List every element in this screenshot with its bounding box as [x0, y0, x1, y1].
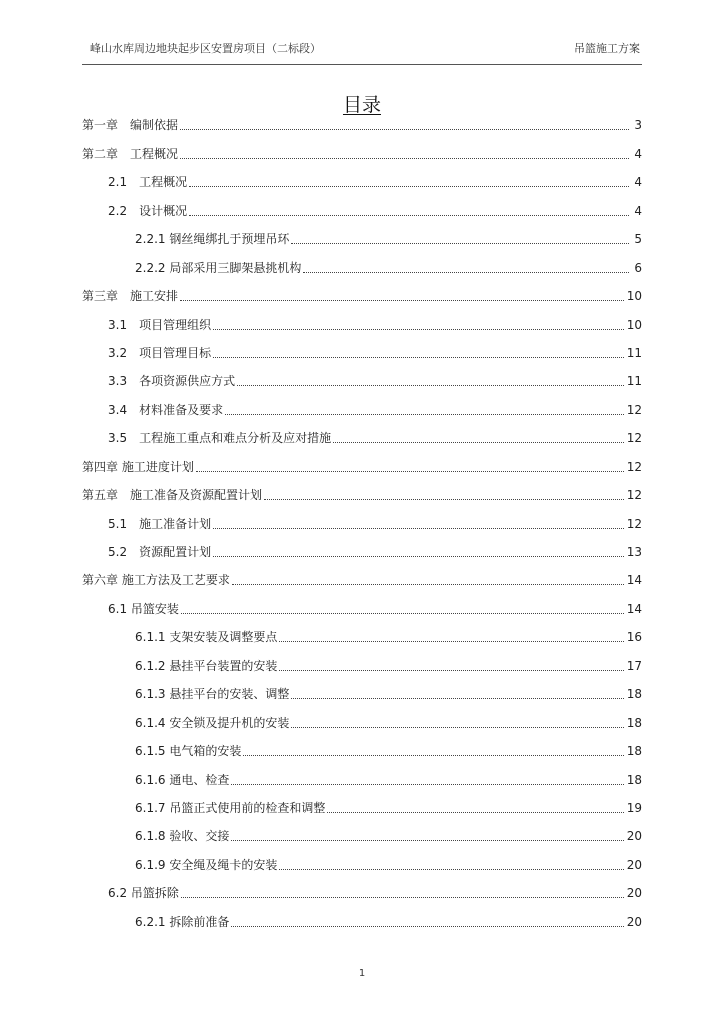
toc-entry[interactable]	[82, 479, 642, 507]
toc-entry-number: 3.1	[108, 317, 140, 332]
toc-dot-leader	[264, 499, 624, 500]
toc-entry-label: 资源配置计划	[139, 545, 212, 559]
toc-entry-label: 验收、交接	[169, 829, 230, 844]
toc-entry[interactable]	[82, 678, 642, 706]
toc-entry[interactable]	[82, 507, 642, 535]
toc-entry-number: 6.1.8	[135, 829, 170, 844]
toc-entry-label: 各项资源供应方式	[139, 374, 236, 389]
toc-entry-label: 通电、检查	[169, 772, 230, 787]
toc-entry-page: 5	[634, 232, 642, 247]
toc-dot-leader	[279, 869, 623, 870]
toc-entry-page: 20	[626, 857, 642, 872]
toc-entry-label: 设计概况	[139, 203, 188, 218]
toc-dot-leader	[181, 613, 624, 614]
toc-entry-number: 6.1.6	[135, 772, 170, 787]
toc-dot-leader	[231, 926, 623, 927]
toc-entry-number: 第一章	[82, 118, 131, 133]
toc-entry-label: 材料准备及要求	[139, 402, 224, 417]
toc-entry[interactable]	[82, 792, 642, 820]
toc-entry-page: 4	[634, 203, 642, 218]
toc-dot-leader	[333, 442, 624, 443]
toc-dot-leader	[303, 272, 629, 273]
toc-entry-number: 6.1.5	[135, 744, 170, 759]
toc-entry[interactable]	[82, 735, 642, 763]
toc-dot-leader	[213, 556, 624, 557]
toc-entry[interactable]	[82, 194, 642, 222]
toc-entry-page: 12	[626, 488, 642, 503]
toc-entry-number: 6.1.1	[135, 630, 170, 645]
toc-entry-label: 钢丝绳绑扎于预埋吊环	[169, 232, 290, 247]
toc-entry[interactable]	[82, 763, 642, 791]
toc-entry-number: 3.2	[108, 345, 140, 360]
toc-entry[interactable]	[82, 621, 642, 649]
toc-entry-page: 4	[634, 175, 642, 190]
toc-entry-number: 第五章	[82, 488, 131, 503]
toc-entry-page: 4	[634, 146, 642, 161]
toc-entry-label: 施工准备计划	[139, 516, 212, 531]
toc-entry-label: 施工方法及工艺要求	[121, 573, 230, 588]
toc-entry-number: 6.1.3	[135, 687, 170, 702]
toc-entry-label: 项目管理目标	[139, 345, 212, 360]
toc-entry[interactable]	[82, 905, 642, 933]
toc-entry-number: 2.2	[108, 203, 140, 218]
toc-entry[interactable]	[82, 251, 642, 279]
toc-dot-leader	[213, 528, 624, 529]
toc-entry-label: 吊篮正式使用前的检查和调整	[169, 800, 326, 815]
toc-entry-number: 6.2.1	[135, 914, 170, 929]
toc-entry-number: 2.2.2	[135, 260, 170, 275]
toc-entry-number: 2.1	[108, 175, 140, 190]
toc-entry[interactable]	[82, 422, 642, 450]
toc-dot-leader	[279, 641, 623, 642]
toc-entry-number: 第四章	[82, 459, 122, 474]
toc-entry-label: 局部采用三脚架悬挑机构	[169, 260, 302, 275]
toc-entry-label: 编制依据	[130, 118, 179, 133]
toc-dot-leader	[180, 300, 624, 301]
toc-entry-number: 第六章	[82, 573, 122, 588]
toc-entry-label: 电气箱的安装	[169, 744, 242, 759]
toc-entry[interactable]	[82, 393, 642, 421]
toc-entry-page: 10	[626, 289, 642, 304]
toc-entry-page: 12	[626, 402, 642, 417]
toc-entry-page: 10	[626, 317, 642, 332]
toc-entry-page: 17	[626, 658, 642, 673]
toc-entry-number: 6.1	[108, 601, 131, 616]
toc-entry[interactable]	[82, 166, 642, 194]
toc-entry-number: 第二章	[82, 146, 131, 161]
toc-entry[interactable]	[82, 649, 642, 677]
toc-entry-label: 支架安装及调整要点	[169, 630, 278, 645]
toc-dot-leader	[231, 784, 623, 785]
table-of-contents	[82, 109, 642, 934]
toc-entry-number: 3.4	[108, 402, 140, 417]
toc-entry[interactable]	[82, 308, 642, 336]
toc-entry-page: 12	[626, 459, 642, 474]
page-number: 1	[358, 968, 366, 979]
toc-entry-number: 6.2	[108, 886, 131, 901]
toc-entry-label: 安全绳及绳卡的安装	[169, 857, 278, 872]
toc-entry-number: 2.2.1	[135, 232, 170, 247]
toc-entry-label: 悬挂平台装置的安装	[169, 658, 278, 673]
toc-entry-page: 18	[626, 772, 642, 787]
toc-entry-number: 6.1.2	[135, 658, 170, 673]
toc-dot-leader	[180, 158, 629, 159]
toc-entry-page: 18	[626, 715, 642, 730]
header-project-name: 峰山水库周边地块起步区安置房项目（二标段）	[90, 42, 321, 55]
toc-entry-page: 20	[626, 914, 642, 929]
toc-entry-label: 施工进度计划	[121, 459, 194, 474]
toc-entry-label: 工程概况	[139, 175, 188, 190]
toc-entry-page: 14	[626, 601, 642, 616]
toc-entry-page: 16	[626, 630, 642, 645]
toc-entry-page: 3	[634, 118, 642, 133]
toc-dot-leader	[243, 755, 623, 756]
toc-entry[interactable]	[82, 820, 642, 848]
toc-entry-number: 第三章	[82, 289, 131, 304]
toc-dot-leader	[279, 670, 623, 671]
toc-entry-label: 吊篮安装	[130, 601, 179, 616]
toc-entry[interactable]	[82, 450, 642, 478]
toc-entry-page: 13	[626, 545, 642, 559]
toc-entry-page: 11	[626, 374, 642, 389]
toc-entry-number: 3.5	[108, 431, 140, 446]
toc-dot-leader	[291, 698, 623, 699]
toc-entry-number: 5.2	[108, 545, 140, 559]
toc-entry[interactable]	[82, 280, 642, 308]
toc-dot-leader	[213, 329, 624, 330]
toc-entry-page: 6	[634, 260, 642, 275]
toc-entry-number: 5.1	[108, 516, 140, 531]
toc-dot-leader	[189, 186, 629, 187]
toc-entry-number: 3.3	[108, 374, 140, 389]
toc-entry-label: 吊篮拆除	[130, 886, 179, 901]
toc-entry-page: 12	[626, 431, 642, 446]
toc-dot-leader	[196, 471, 624, 472]
toc-entry-page: 20	[626, 829, 642, 844]
toc-entry-page: 11	[626, 345, 642, 360]
toc-entry[interactable]	[82, 877, 642, 905]
toc-entry[interactable]	[82, 592, 642, 620]
toc-entry[interactable]	[82, 706, 642, 734]
toc-entry-number: 6.1.7	[135, 800, 170, 815]
toc-entry-page: 18	[626, 687, 642, 702]
header-rule	[82, 64, 642, 65]
toc-entry[interactable]	[82, 337, 642, 365]
toc-entry-label: 拆除前准备	[169, 914, 230, 929]
toc-entry-label: 施工准备及资源配置计划	[130, 488, 263, 503]
toc-entry-page: 14	[626, 573, 642, 588]
toc-entry[interactable]	[82, 137, 642, 165]
header-document-title: 吊篮施工方案	[574, 42, 640, 55]
toc-entry-label: 安全锁及提升机的安装	[169, 715, 290, 730]
toc-dot-leader	[291, 727, 623, 728]
toc-entry[interactable]	[82, 109, 642, 137]
toc-dot-leader	[232, 584, 624, 585]
toc-entry-label: 工程施工重点和难点分析及应对措施	[139, 431, 332, 446]
toc-entry[interactable]	[82, 848, 642, 876]
toc-dot-leader	[231, 840, 623, 841]
toc-entry-page: 18	[626, 744, 642, 759]
toc-dot-leader	[189, 215, 629, 216]
toc-dot-leader	[225, 414, 624, 415]
toc-entry-label: 施工安排	[130, 289, 179, 304]
toc-entry[interactable]	[82, 536, 642, 564]
toc-entry-label: 工程概况	[130, 146, 179, 161]
toc-entry[interactable]	[82, 223, 642, 251]
toc-entry-number: 6.1.4	[135, 715, 170, 730]
toc-entry-label: 悬挂平台的安装、调整	[169, 687, 290, 702]
toc-entry-label: 项目管理组织	[139, 317, 212, 332]
toc-dot-leader	[291, 243, 629, 244]
page-title: 目录	[342, 94, 381, 116]
toc-entry-page: 20	[626, 886, 642, 901]
toc-dot-leader	[237, 385, 624, 386]
toc-entry-page: 12	[626, 516, 642, 531]
toc-entry[interactable]	[82, 564, 642, 592]
toc-dot-leader	[180, 129, 629, 130]
toc-entry[interactable]	[82, 365, 642, 393]
toc-entry-number: 6.1.9	[135, 857, 170, 872]
toc-entry-page: 19	[626, 800, 642, 815]
toc-dot-leader	[213, 357, 624, 358]
toc-dot-leader	[181, 897, 624, 898]
toc-dot-leader	[327, 812, 623, 813]
